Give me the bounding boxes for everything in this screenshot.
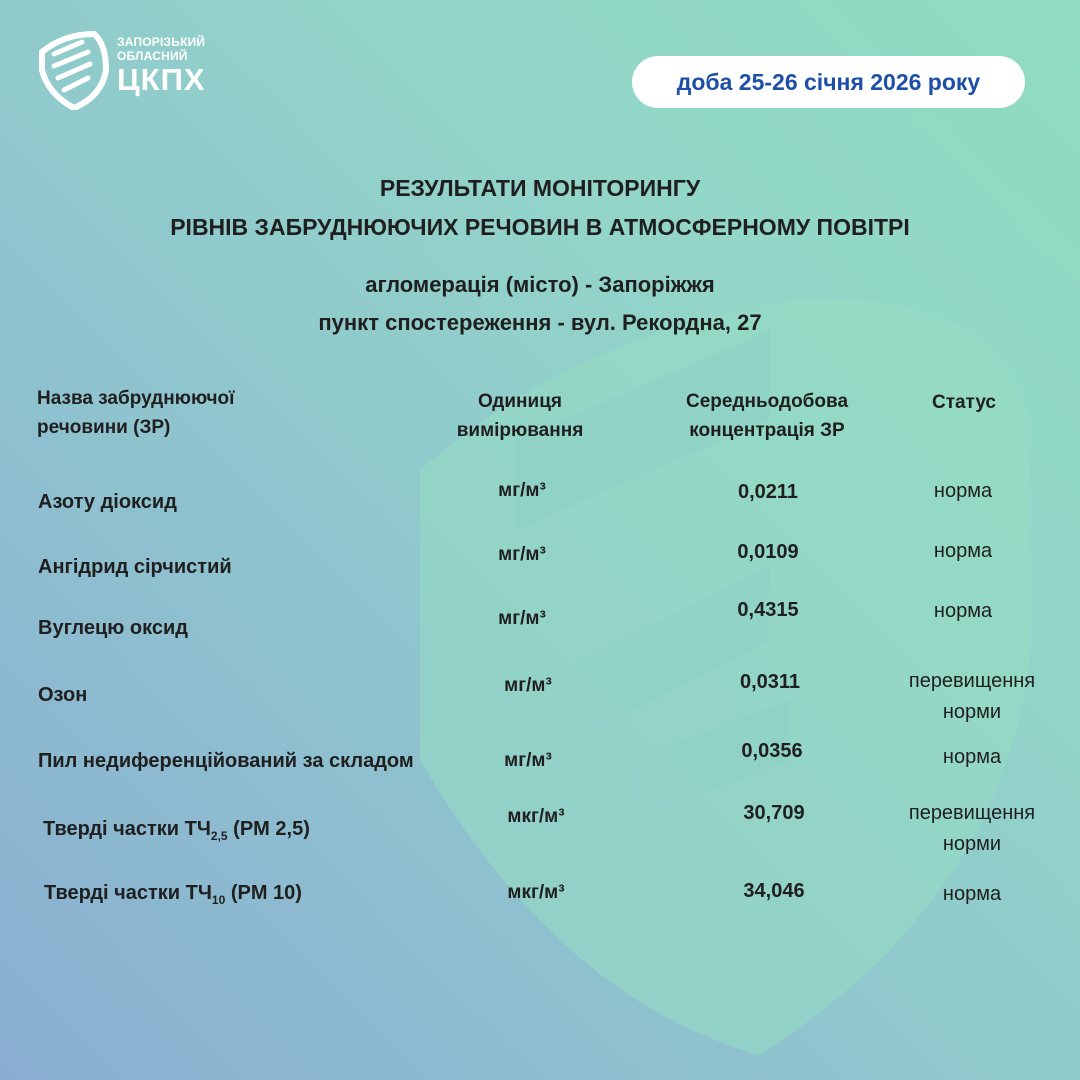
row-name: Тверді частки $ТЧ_{10}$ (PM 10)	[44, 882, 302, 907]
row-unit: мкг/м³	[507, 882, 565, 903]
row-status: норма	[933, 540, 993, 562]
subtitle-line-1: агломерація (місто) - Запоріжжя	[365, 272, 715, 297]
logo-text	[117, 35, 206, 98]
date-badge: доба 25-26 січня 2026 року	[632, 56, 1025, 108]
row-unit: мг/м³	[504, 750, 552, 771]
logo-line2: ОБЛАСНИЙ	[117, 49, 188, 63]
row-unit: мг/м³	[504, 675, 552, 696]
row-name: Азоту діоксид	[38, 491, 177, 513]
title-line-2: РІВНІВ ЗАБРУДНЮЮЧИХ РЕЧОВИН В АТМОСФЕРНОМУ ПОВІТРІ	[170, 214, 910, 240]
row-unit: мг/м³	[498, 608, 546, 629]
row-value: 0,0311	[739, 671, 801, 693]
title-line-1: РЕЗУЛЬТАТИ МОНІТОРИНГУ	[379, 175, 701, 201]
row-status: перевищення норми	[908, 802, 1036, 855]
logo-brand: ЦКПХ	[117, 62, 206, 97]
row-name: Пил недиференційований за складом	[38, 750, 414, 772]
row-value: 0,0356	[741, 740, 803, 762]
row-value: 0,4315	[737, 599, 799, 621]
row-name: Тверді частки $ТЧ_{2,5}$ (PM 2,5)	[43, 818, 310, 843]
logo-line1: ЗАПОРІЗЬКИЙ	[117, 35, 206, 49]
row-unit: мкг/м³	[507, 806, 565, 827]
row-status: перевищення норми	[908, 670, 1036, 723]
row-status: норма	[942, 883, 1002, 905]
row-name: Ангідрид сірчистий	[38, 556, 232, 578]
row-value: 34,046	[743, 880, 805, 902]
row-status: норма	[942, 746, 1002, 768]
row-name: Озон	[38, 684, 88, 706]
row-name: Вуглецю оксид	[38, 617, 188, 639]
subtitle-line-2: пункт спостереження - вул. Рекордна, 27	[318, 310, 762, 335]
header-name: Назва забруднюючої речовини (ЗР)	[37, 388, 235, 438]
row-unit: мг/м³	[498, 480, 546, 501]
row-status: норма	[933, 600, 993, 622]
row-unit: мг/м³	[498, 544, 546, 565]
row-status: норма	[933, 480, 993, 502]
header-unit: Одиниця вимірювання	[456, 391, 584, 441]
header-status: Статус	[931, 392, 997, 413]
row-value: 0,0211	[737, 481, 799, 503]
row-value: 0,0109	[737, 541, 799, 563]
row-value: 30,709	[743, 802, 805, 824]
header-concentration: Середньодобова концентрація ЗР	[685, 391, 849, 441]
